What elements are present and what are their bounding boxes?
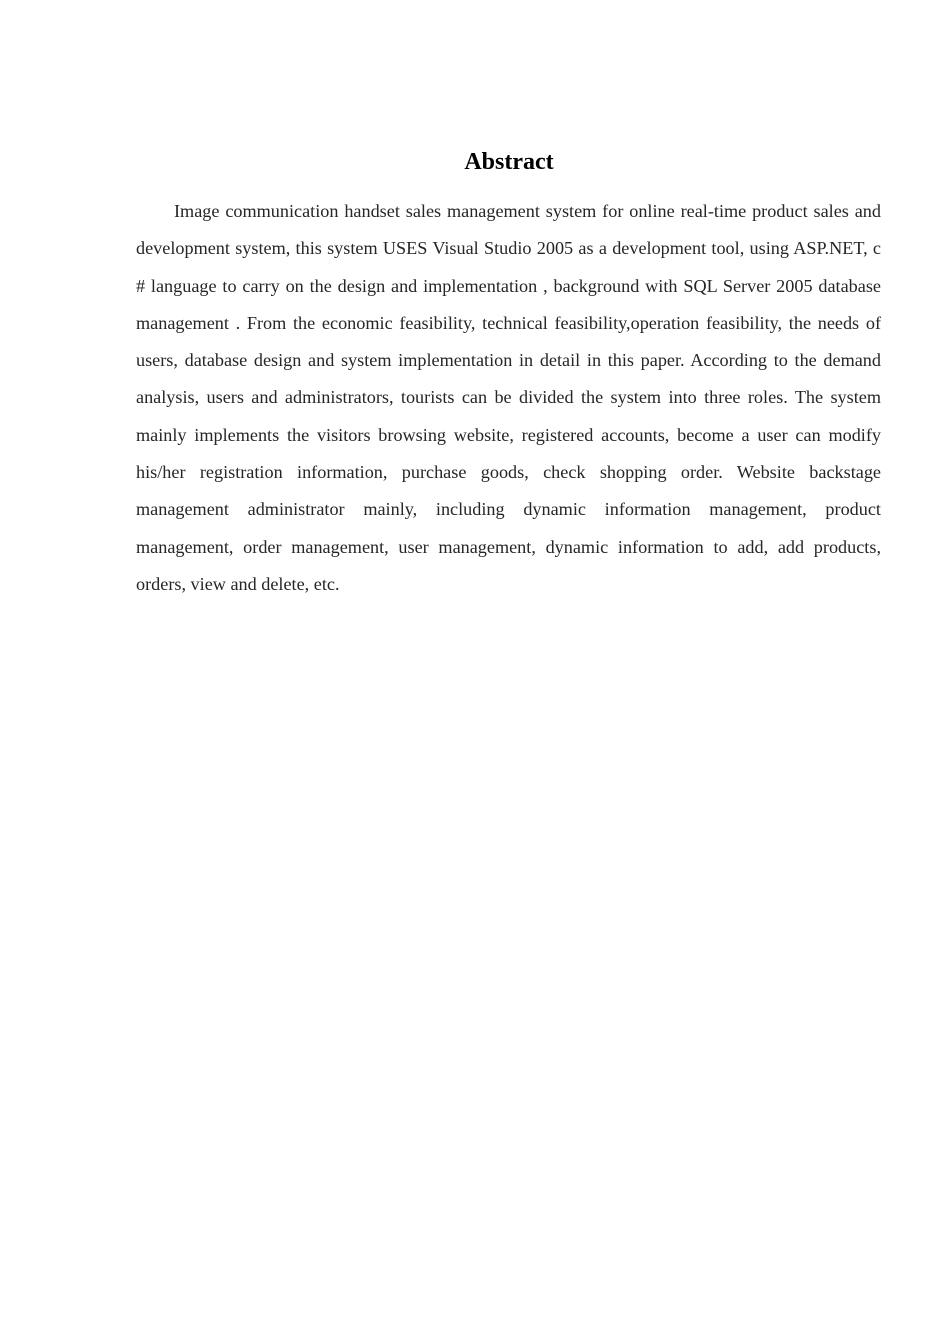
abstract-heading: Abstract <box>464 149 554 175</box>
abstract-paragraph: Image communication handset sales management system for online real-time product sales and development system, this system USES Visual Studio 2005 as a development tool, using ASP.NET, c # language to carry on the design and implementation , background with SQL Server 2005 database management . From the economic feasibility, technical feasibility,operation feasibility, the needs of users, database design and system implementation in detail in this paper. According to the demand analysis, users and administrators, tourists can be divided the system into three roles. The system mainly implements the visitors browsing website, registered accounts, become a user can modify his/her registration information, purchase goods, check shopping order. Website backstage management administrator mainly, including dynamic information management, product management, order management, user management, dynamic information to add, add products, orders, view and delete, etc. <box>136 201 881 594</box>
